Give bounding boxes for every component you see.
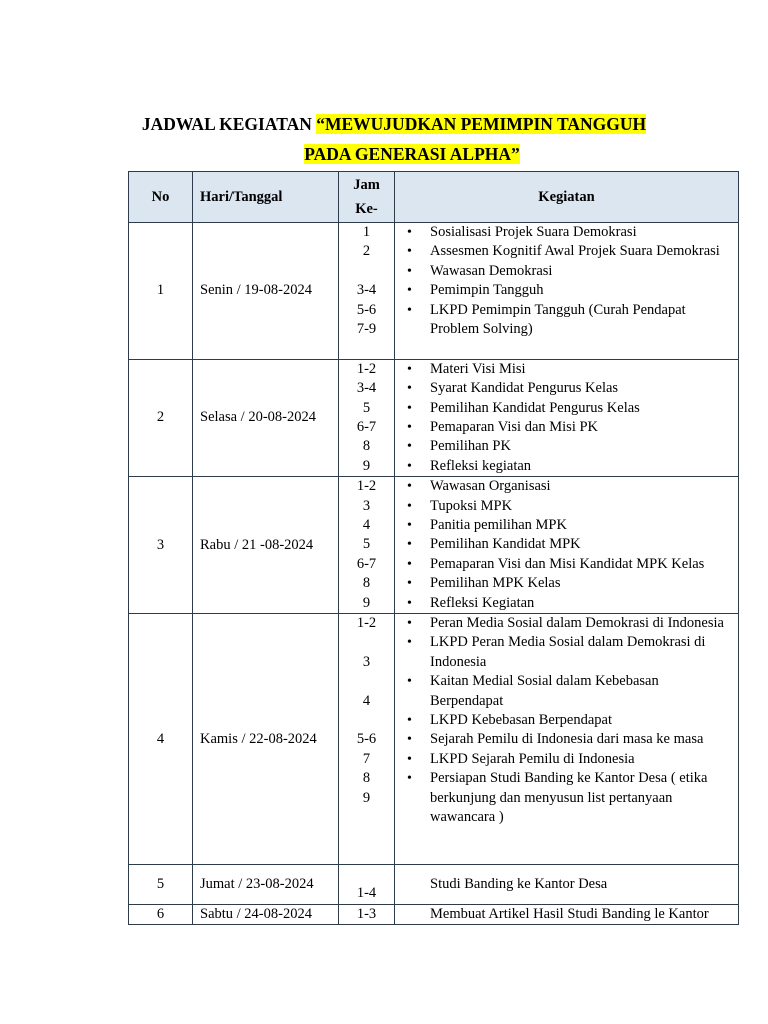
row-day: Rabu / 21 -08-2024 — [193, 477, 339, 614]
jam-value: 1-2 — [356, 360, 377, 377]
activity-item: • LKPD Sejarah Pemilu di Indonesia — [395, 750, 734, 769]
jam-value: 1-2 — [356, 478, 377, 495]
activity-item: • Pemilihan MPK Kelas — [395, 574, 734, 593]
activity-item: • Pemimpin Tangguh — [395, 281, 734, 300]
jam-value: 3 — [362, 497, 371, 514]
activity-item: • Assesmen Kognitif Awal Projek Suara Demokrasi — [395, 242, 734, 261]
activity-item: • LKPD Pemimpin Tangguh (Curah Pendapat Problem Solving) — [395, 301, 734, 340]
title-highlight-line2: PADA GENERASI ALPHA” — [304, 144, 520, 164]
row-kegiatan — [395, 223, 739, 360]
row-day: Sabtu / 24-08-2024 — [193, 904, 339, 924]
activity-item: • Pemilihan PK — [395, 437, 734, 456]
jam-value: 3-4 — [356, 282, 377, 299]
jam-value: 7 — [362, 750, 371, 767]
row-kegiatan — [395, 477, 739, 614]
jam-value: 7-9 — [356, 320, 377, 337]
row-no: 1 — [129, 223, 193, 360]
jam-value: 2 — [362, 243, 371, 260]
activity-item: • Materi Visi Misi — [395, 360, 734, 379]
row-kegiatan — [395, 614, 739, 865]
activity-item: • Sejarah Pemilu di Indonesia dari masa ke masa — [395, 730, 734, 749]
row-jam — [339, 359, 395, 476]
activity-item: • Tupoksi MPK — [395, 497, 734, 516]
jam-value: 1-3 — [356, 905, 377, 922]
jam-value: 9 — [362, 457, 371, 474]
jam-value: 8 — [362, 770, 371, 787]
activity-list — [395, 360, 738, 476]
jam-value: 1-2 — [356, 615, 377, 632]
jam-value: 3-4 — [356, 380, 377, 397]
activity-item: • LKPD Kebebasan Berpendapat — [395, 711, 734, 730]
header-jam-line2: Ke- — [355, 201, 378, 217]
jam-value: 1 — [362, 224, 371, 240]
activity-item: • Pemaparan Visi dan Misi Kandidat MPK Kelas — [395, 555, 734, 574]
table-row — [129, 477, 739, 614]
row-no: 5 — [129, 865, 193, 905]
row-kegiatan — [395, 865, 739, 905]
row-jam — [339, 223, 395, 360]
jam-value — [339, 711, 394, 730]
row-no: 2 — [129, 359, 193, 476]
document-title-line2 — [0, 142, 768, 166]
activity-item: • Pemilihan Kandidat MPK — [395, 535, 734, 554]
activity-item: • Panitia pemilihan MPK — [395, 516, 734, 535]
activity-item: • Wawasan Demokrasi — [395, 262, 734, 281]
activity-item: • Refleksi kegiatan — [395, 457, 734, 476]
row-no: 3 — [129, 477, 193, 614]
activity-item: • Syarat Kandidat Pengurus Kelas — [395, 379, 734, 398]
jam-value: 6-7 — [356, 418, 377, 435]
table-row — [129, 904, 739, 924]
jam-value — [339, 262, 394, 281]
jam-value: 5-6 — [356, 301, 377, 318]
activity-item: • Pemaparan Visi dan Misi PK — [395, 418, 734, 437]
document-title — [0, 112, 768, 136]
row-no: 4 — [129, 614, 193, 865]
jam-value: 3 — [362, 653, 371, 670]
row-day: Senin / 19-08-2024 — [193, 223, 339, 360]
activity-item: • Pemilihan Kandidat Pengurus Kelas — [395, 399, 734, 418]
activity-list — [395, 477, 738, 613]
table-row — [129, 865, 739, 905]
header-kegiatan: Kegiatan — [395, 172, 739, 223]
row-day: Selasa / 20-08-2024 — [193, 359, 339, 476]
jam-value — [339, 865, 394, 884]
jam-value: 8 — [362, 575, 371, 592]
jam-value: 6-7 — [356, 555, 377, 572]
jam-value: 9 — [362, 789, 371, 806]
row-jam — [339, 865, 395, 905]
jam-value: 8 — [362, 438, 371, 455]
header-jam — [339, 172, 395, 223]
activity-item: • LKPD Peran Media Sosial dalam Demokrasi di Indonesia — [395, 633, 734, 672]
activity-list — [395, 614, 738, 827]
row-kegiatan — [395, 904, 739, 924]
activity-list — [395, 223, 738, 339]
jam-value: 4 — [362, 516, 371, 533]
table-row — [129, 359, 739, 476]
activity-item: • Kaitan Medial Sosial dalam Kebebasan Berpendapat — [395, 672, 734, 711]
row-jam — [339, 904, 395, 924]
jam-value: 4 — [362, 692, 371, 709]
jam-value: 1-4 — [356, 885, 377, 902]
row-no: 6 — [129, 904, 193, 924]
activity-item: • Persiapan Studi Banding ke Kantor Desa ( etika berkunjung dan menyusun list pertanyaan wawancara ) — [395, 769, 734, 827]
title-highlight-line1: “MEWUJUDKAN PEMIMPIN TANGGUH — [316, 114, 647, 134]
jam-value: 9 — [362, 594, 371, 611]
title-prefix: JADWAL KEGIATAN — [141, 114, 317, 134]
row-day: Kamis / 22-08-2024 — [193, 614, 339, 865]
jam-value — [339, 633, 394, 652]
table-header-row — [129, 172, 739, 223]
row-day: Jumat / 23-08-2024 — [193, 865, 339, 905]
jam-value: 5-6 — [356, 731, 377, 748]
jam-value: 5 — [362, 536, 371, 553]
jam-value: 5 — [362, 399, 371, 416]
activity-item: • Refleksi Kegiatan — [395, 594, 734, 613]
activity-text: Membuat Artikel Hasil Studi Banding le Kantor — [430, 905, 709, 922]
header-no: No — [129, 172, 193, 223]
row-jam — [339, 614, 395, 865]
jam-value — [339, 672, 394, 691]
header-jam-line1: Jam — [353, 177, 380, 193]
row-kegiatan — [395, 359, 739, 476]
activity-item: • Wawasan Organisasi — [395, 477, 734, 496]
activity-item: • Peran Media Sosial dalam Demokrasi di Indonesia — [395, 614, 734, 633]
activity-text: Studi Banding ke Kantor Desa — [430, 875, 608, 892]
row-jam — [339, 477, 395, 614]
activity-item: • Sosialisasi Projek Suara Demokrasi — [395, 223, 734, 242]
header-day: Hari/Tanggal — [193, 172, 339, 223]
table-row — [129, 614, 739, 865]
schedule-table — [128, 171, 739, 925]
table-row — [129, 223, 739, 360]
jam-value — [339, 339, 394, 358]
